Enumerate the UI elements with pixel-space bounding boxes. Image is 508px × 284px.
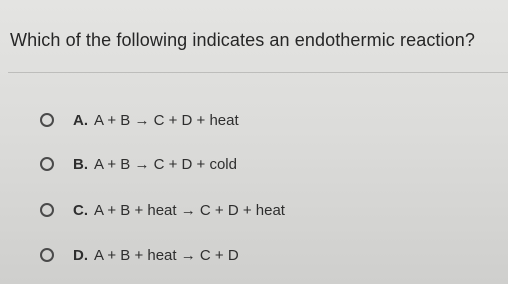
option-c[interactable] <box>40 198 285 222</box>
radio-button-icon[interactable] <box>40 157 54 171</box>
option-text: A + B + heat → C + D <box>94 246 239 264</box>
option-letter: D. <box>73 246 88 264</box>
radio-button-icon[interactable] <box>40 113 54 127</box>
option-text: A + B + heat → C + D + heat <box>94 201 285 219</box>
option-d[interactable] <box>40 243 239 267</box>
option-letter: C. <box>73 201 88 219</box>
option-letter: A. <box>73 111 88 129</box>
option-b[interactable] <box>40 152 237 176</box>
option-a[interactable] <box>40 108 239 132</box>
option-text: A + B → C + D + heat <box>94 111 239 129</box>
question-text: Which of the following indicates an endothermic reaction? <box>10 30 475 50</box>
option-text: A + B → C + D + cold <box>94 155 237 173</box>
radio-button-icon[interactable] <box>40 248 54 262</box>
radio-button-icon[interactable] <box>40 203 54 217</box>
option-letter: B. <box>73 155 88 173</box>
